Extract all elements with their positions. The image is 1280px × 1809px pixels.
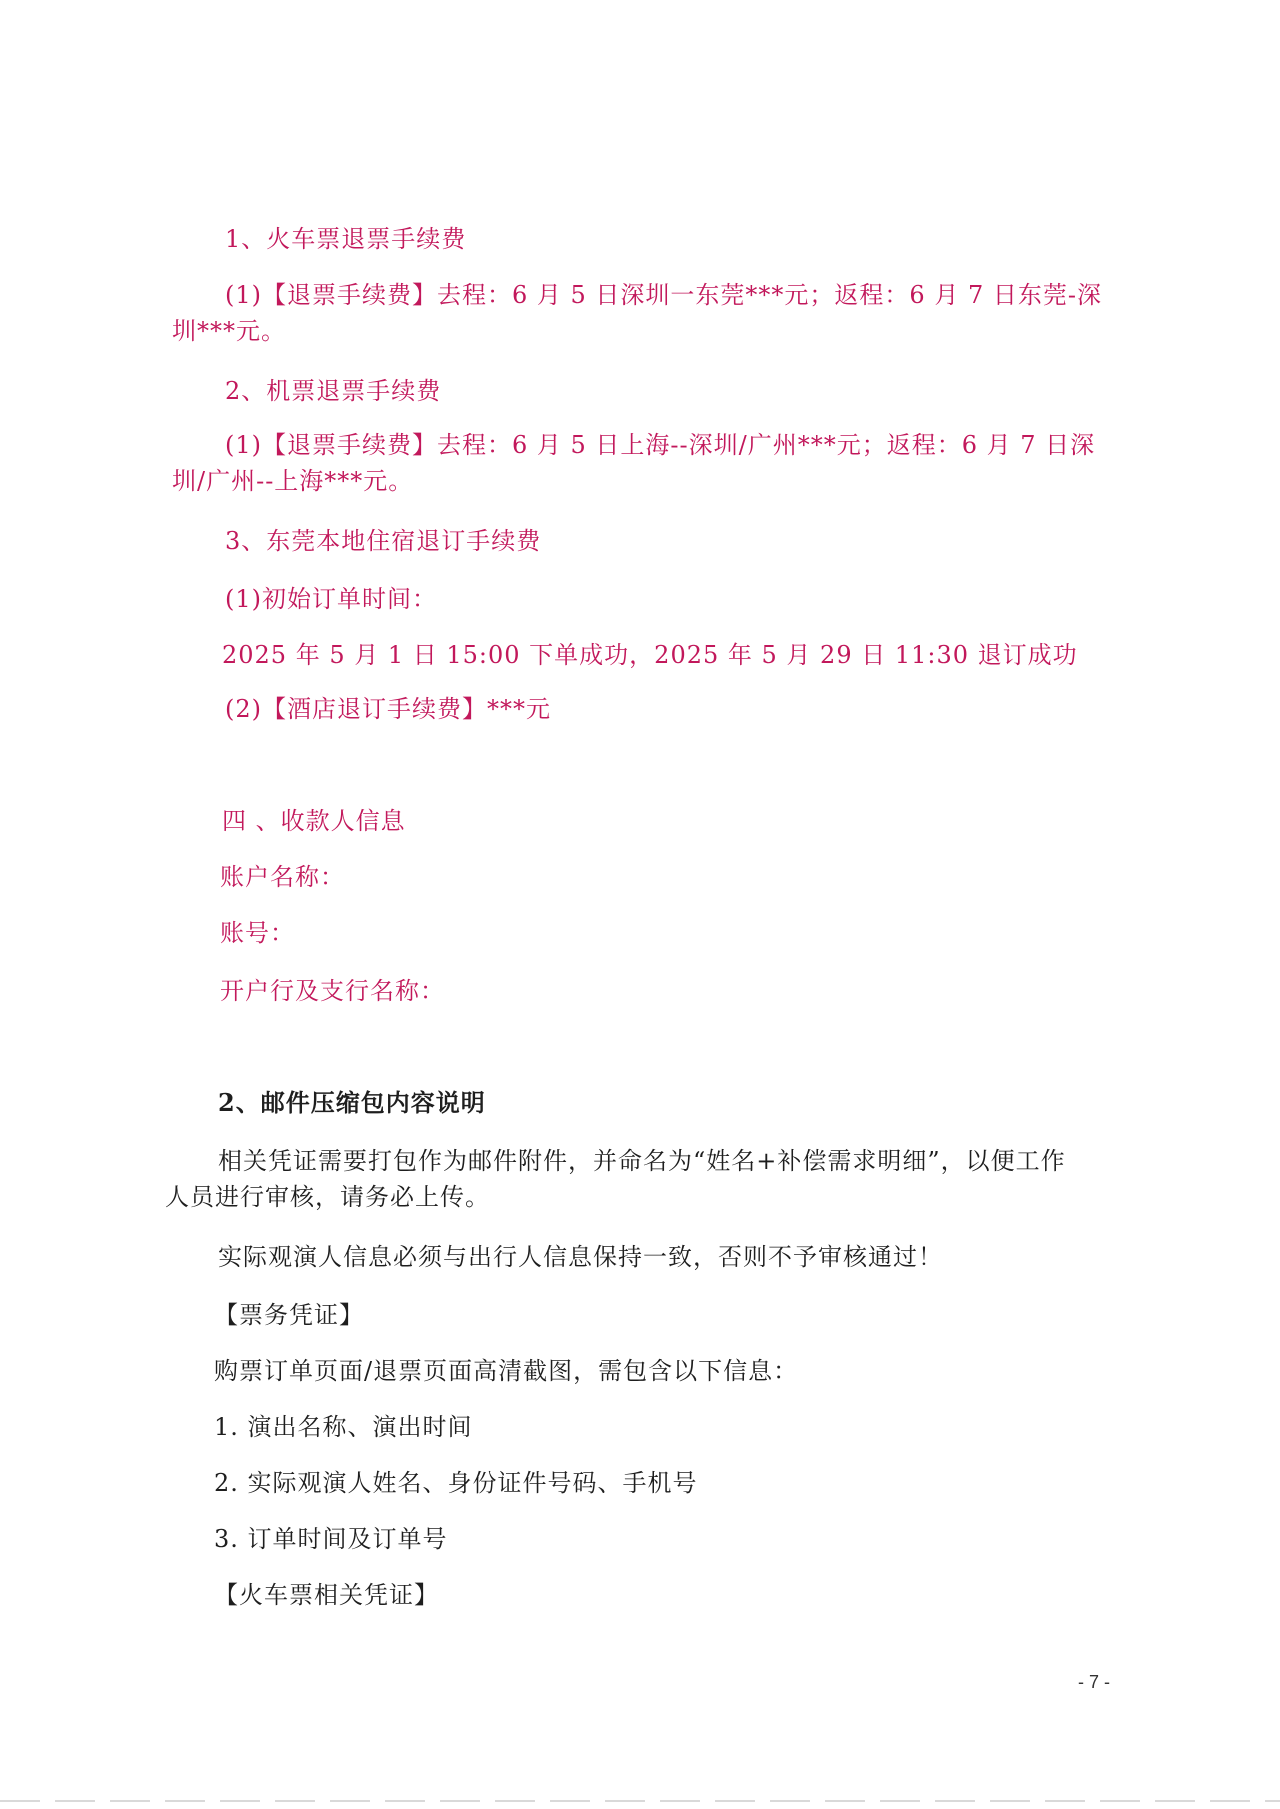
train-refund-item-line1: (1)【退票手续费】去程：6 月 5 日深圳一东莞***元；返程：6 月 7 日东莞-深 bbox=[225, 281, 1102, 309]
train-refund-item-line2: 圳***元。 bbox=[172, 317, 286, 345]
ticket-proof-heading: 【票务凭证】 bbox=[214, 1301, 364, 1329]
email-para1-line2: 人员进行审核，请务必上传。 bbox=[165, 1183, 490, 1211]
payee-heading: 四 、收款人信息 bbox=[222, 807, 406, 835]
train-refund-heading: 1、火车票退票手续费 bbox=[225, 225, 467, 253]
hotel-order-time-label: (1)初始订单时间： bbox=[225, 585, 437, 613]
hotel-order-time-value: 2025 年 5 月 1 日 15:00 下单成功，2025 年 5 月 29 日 11:30 退订成功 bbox=[222, 641, 1078, 669]
ticket-proof-item: 2. 实际观演人姓名、身份证件号码、手机号 bbox=[214, 1469, 698, 1497]
email-package-heading: 2、邮件压缩包内容说明 bbox=[218, 1088, 486, 1117]
flight-refund-item-line1: (1)【退票手续费】去程：6 月 5 日上海--深圳/广州***元；返程：6 月 7 日深 bbox=[225, 431, 1096, 459]
account-number-label: 账号： bbox=[220, 919, 295, 947]
flight-refund-heading: 2、机票退票手续费 bbox=[225, 377, 442, 405]
hotel-refund-fee: (2)【酒店退订手续费】***元 bbox=[225, 695, 551, 723]
bank-label: 开户行及支行名称： bbox=[220, 977, 445, 1005]
flight-refund-item-line2: 圳/广州--上海***元。 bbox=[172, 467, 414, 495]
ticket-proof-intro: 购票订单页面/退票页面高清截图，需包含以下信息： bbox=[214, 1357, 799, 1385]
hotel-refund-heading: 3、东莞本地住宿退订手续费 bbox=[225, 527, 542, 555]
ticket-proof-item: 3. 订单时间及订单号 bbox=[214, 1525, 448, 1553]
train-proof-heading: 【火车票相关凭证】 bbox=[214, 1581, 439, 1609]
page-number: - 7 - bbox=[1078, 1672, 1111, 1692]
scan-edge-divider bbox=[0, 1800, 1280, 1802]
email-para2: 实际观演人信息必须与出行人信息保持一致，否则不予审核通过！ bbox=[218, 1243, 943, 1271]
email-para1-line1: 相关凭证需要打包作为邮件附件，并命名为“姓名+补偿需求明细”，以便工作 bbox=[218, 1147, 1066, 1175]
account-name-label: 账户名称： bbox=[220, 863, 345, 891]
ticket-proof-item: 1. 演出名称、演出时间 bbox=[214, 1413, 473, 1441]
